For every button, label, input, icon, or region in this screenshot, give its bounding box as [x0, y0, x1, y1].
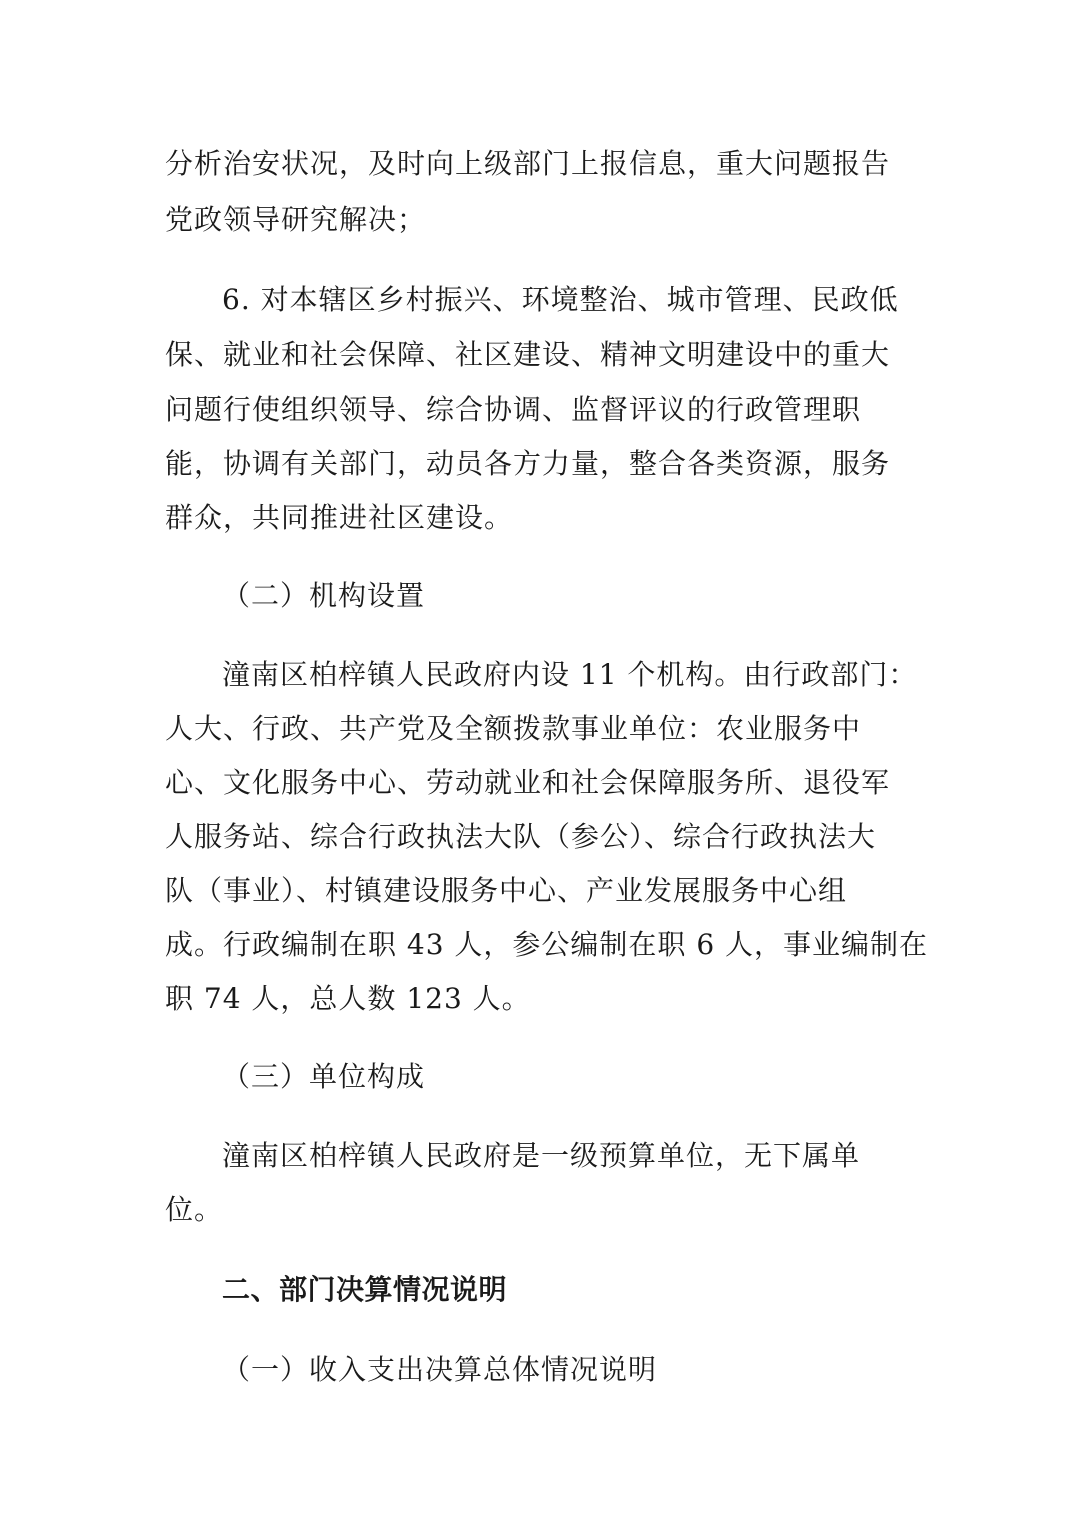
- paragraph-3-line-2: 人大、行政、共产党及全额拨款事业单位：农业服务中: [165, 712, 862, 745]
- heading-unit-composition: （三）单位构成: [222, 1060, 426, 1093]
- paragraph-2-line-4: 能，协调有关部门，动员各方力量，整合各类资源，服务: [165, 447, 891, 480]
- paragraph-3-line-6: 成。行政编制在职 43 人，参公编制在职 6 人，事业编制在: [165, 928, 929, 961]
- section-heading-department-accounts: 二、部门决算情况说明: [222, 1273, 508, 1306]
- paragraph-3-line-5: 队（事业）、村镇建设服务中心、产业发展服务中心组: [165, 874, 848, 907]
- paragraph-3-line-7: 职 74 人，总人数 123 人。: [165, 982, 531, 1015]
- paragraph-1-line-2: 党政领导研究解决；: [165, 203, 427, 236]
- heading-income-expenditure-overview: （一）收入支出决算总体情况说明: [222, 1353, 658, 1386]
- heading-organization-setup: （二）机构设置: [222, 579, 426, 612]
- paragraph-2-line-5: 群众，共同推进社区建设。: [165, 501, 514, 534]
- paragraph-2-line-1: 6. 对本辖区乡村振兴、环境整治、城市管理、民政低: [222, 283, 899, 316]
- paragraph-3-line-1: 潼南区柏梓镇人民政府内设 11 个机构。由行政部门：: [222, 658, 918, 691]
- paragraph-2-line-2: 保、就业和社会保障、社区建设、精神文明建设中的重大: [165, 338, 891, 371]
- paragraph-3-line-4: 人服务站、综合行政执法大队（参公）、综合行政执法大: [165, 820, 877, 853]
- paragraph-4-line-1: 潼南区柏梓镇人民政府是一级预算单位，无下属单: [222, 1139, 861, 1172]
- paragraph-2-line-3: 问题行使组织领导、综合协调、监督评议的行政管理职: [165, 393, 862, 426]
- paragraph-1-line-1: 分析治安状况，及时向上级部门上报信息，重大问题报告: [165, 147, 891, 180]
- paragraph-3-line-3: 心、文化服务中心、劳动就业和社会保障服务所、退役军: [165, 766, 891, 799]
- paragraph-4-line-2: 位。: [165, 1193, 224, 1226]
